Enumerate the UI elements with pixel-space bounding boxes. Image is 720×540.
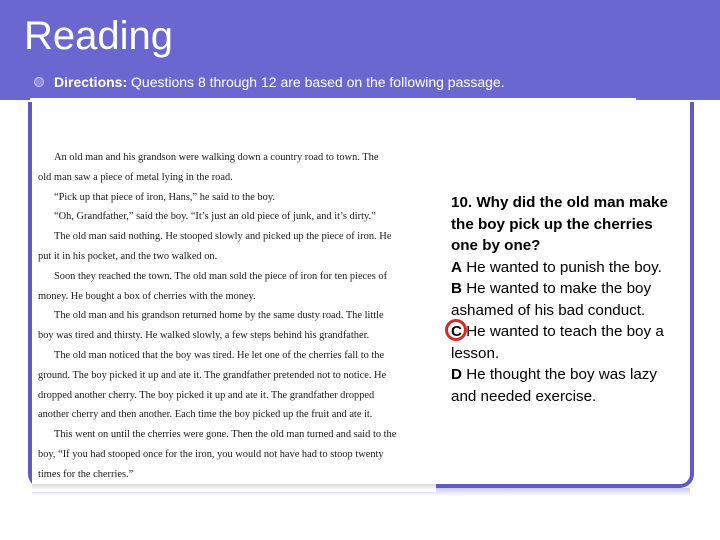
- passage-image: [32, 142, 436, 492]
- passage-line: The old man said nothing. He stooped slowly and picked up the piece of iron. He: [54, 231, 392, 243]
- passage-line: put it in his pocket, and the two walked on.: [38, 250, 218, 262]
- passage-line: “Pick up that piece of iron, Hans,” he said to the boy.: [54, 191, 275, 203]
- option-letter: A: [451, 258, 462, 276]
- answer-option-d[interactable]: [451, 364, 679, 407]
- passage-line: Soon they reached the town. The old man sold the piece of iron for ten pieces of: [54, 270, 388, 282]
- frame-edge: [28, 102, 32, 138]
- passage-text: [32, 148, 396, 485]
- passage-line: dropped another cherry. The boy picked it up and ate it. The grandfather dropped: [38, 389, 375, 401]
- option-text: He wanted to make the boy ashamed of his bad conduct.: [451, 280, 652, 319]
- slide-title: Reading: [24, 14, 174, 58]
- directions-line: [54, 74, 505, 90]
- answer-option-b[interactable]: [451, 278, 679, 321]
- selected-answer-circle: [445, 319, 467, 341]
- option-text: He thought the boy was lazy and needed exercise.: [451, 366, 657, 405]
- passage-line: boy was tired and thirsty. He walked slowly, a few steps behind his grandfather.: [38, 330, 370, 342]
- directions-label: Directions:: [54, 74, 128, 90]
- bullet-icon: [34, 77, 44, 87]
- option-text: He wanted to punish the boy.: [461, 258, 662, 276]
- passage-line: times for the cherries.”: [38, 468, 134, 480]
- passage-line: money. He bought a box of cherries with the money.: [38, 290, 256, 302]
- answer-option-a[interactable]: [451, 257, 679, 279]
- passage-line: The old man noticed that the boy was tired. He let one of the cherries fall to the: [54, 349, 385, 361]
- passage-line: another cherry and then another. Each time the boy picked up the fruit and ate it.: [38, 409, 373, 421]
- passage-shadow: [32, 484, 436, 490]
- passage-line: This went on until the cherries were gone. Then the old man turned and said to the: [54, 429, 397, 441]
- option-letter: C: [451, 323, 462, 340]
- passage-line: The old man and his grandson returned home by the same dusty road. The little: [54, 310, 384, 322]
- passage-line: boy, “If you had stooped once for the iron, you would not have had to stoop twenty: [38, 448, 384, 460]
- answer-option-c[interactable]: [451, 321, 679, 364]
- passage-line: “Oh, Grandfather,” said the boy. “It’s just an old piece of junk, and it’s dirty.”: [54, 211, 376, 223]
- option-letter: B: [451, 280, 462, 297]
- option-text: He wanted to teach the boy a lesson.: [451, 323, 664, 362]
- passage-line: An old man and his grandson were walking down a country road to town. The: [54, 152, 379, 163]
- passage-line: ground. The boy picked it up and ate it. The grandfather pretended not to notice. He: [38, 369, 387, 381]
- directions-text: Questions 8 through 12 are based on the following passage.: [127, 74, 505, 90]
- question-text: 10. Why did the old man make the boy pick up the cherries one by one?: [451, 194, 668, 254]
- question-block: [451, 192, 679, 407]
- passage-line: old man saw a piece of metal lying in the road.: [38, 171, 233, 183]
- option-letter: D: [451, 366, 462, 383]
